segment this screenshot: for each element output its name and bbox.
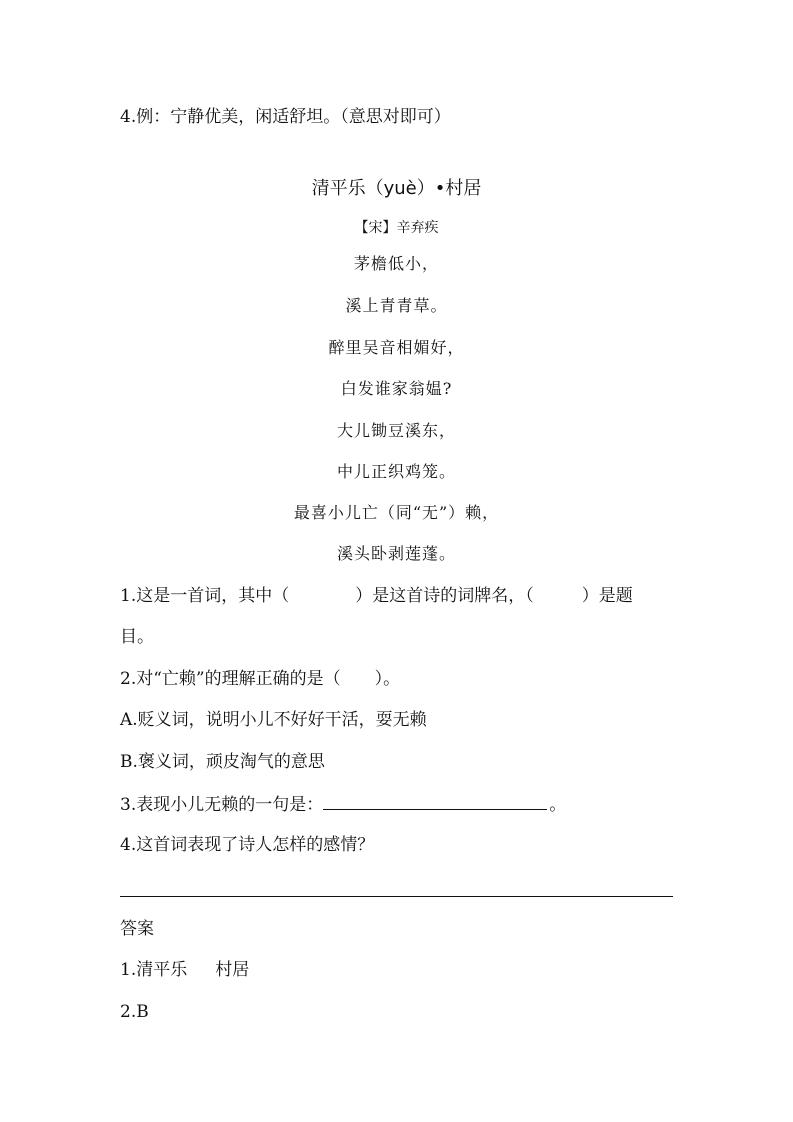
poem-line: 溪头卧剥莲蓬。 (336, 544, 456, 563)
question-3-end: 。 (549, 795, 567, 815)
question-1-part-c: ）是题 (581, 586, 633, 606)
answer-1 (120, 959, 249, 981)
poem-line: 醉里吴音相媚好， (328, 338, 465, 357)
question-2-option-a: A.贬义词，说明小儿不好好干活，耍无赖 (120, 710, 427, 730)
question-3-text: 3.表现小儿无赖的一句是： (120, 795, 324, 815)
poem-line: 白发谁家翁媪? (340, 379, 453, 398)
poem-line: 大儿锄豆溪东， (336, 421, 456, 440)
poem-author: 【宋】辛弃疾 (354, 220, 439, 236)
answer-2: 2.B (120, 1002, 149, 1022)
answer-1-part-a: 1.清平乐 (120, 960, 188, 980)
question-1-continued: 目。 (120, 627, 154, 647)
poem-title-dot: • (434, 178, 446, 199)
answer-underline[interactable] (323, 793, 547, 810)
poem-title-main: 清平乐（yuè） (311, 178, 435, 199)
poem-line: 溪上青青草。 (345, 296, 448, 315)
poem-line: 茅檐低小， (353, 254, 439, 273)
question-3 (120, 793, 566, 816)
previous-answer: 4.例：宁静优美，闲适舒坦。（意思对即可） (120, 107, 451, 127)
poem-title-sub: 村居 (445, 178, 482, 199)
question-4: 4.这首词表现了诗人怎样的感情？ (120, 835, 375, 855)
poem-line: 最喜小儿亡（同“无”）赖， (293, 503, 500, 522)
question-1-part-b: ）是这首诗的词牌名，（ (355, 586, 534, 606)
question-2-option-b: B.褒义词，顽皮淘气的意思 (120, 752, 325, 772)
question-1 (120, 585, 633, 607)
answer-writing-line[interactable] (120, 896, 673, 897)
answer-1-part-b: 村居 (215, 960, 250, 980)
poem-line: 中儿正织鸡笼。 (336, 462, 456, 481)
question-1-part-a: 1.这是一首词，其中（ (120, 586, 290, 606)
answers-heading: 答案 (120, 919, 154, 939)
question-2: 2.对“亡赖”的理解正确的是（ ）。 (120, 669, 401, 689)
poem-title (0, 178, 793, 200)
